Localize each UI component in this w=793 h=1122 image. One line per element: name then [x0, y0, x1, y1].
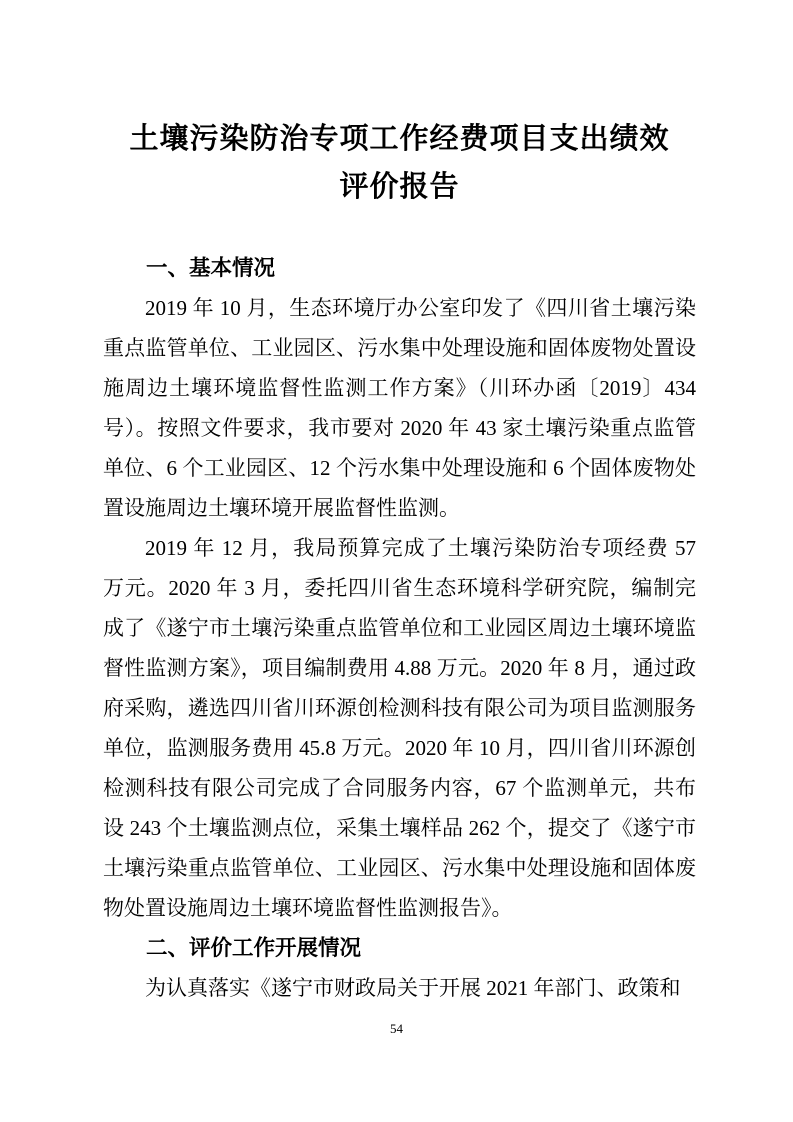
paragraph-basic-situation-2: 2019 年 12 月，我局预算完成了土壤污染防治专项经费 57 万元。2020 年 3 月，委托四川省生态环境科学研究院，编制完成了《遂宁市土壤污染重点监管单位和工业园区周边土壤环境监督性监测方案》，项目编制费用 4.88 万元。2020 年 8 月，通过政府采购，遴选四川省川环源创检测科技有限公司为项目监测服务单位，监测服务费用 45.8 万元。2020 年 10 月，四川省川环源创检测科技有限公司完成了合同服务内容，67 个监测单元，共布设 243 个土壤监测点位，采集土壤样品 262 个，提交了《遂宁市土壤污染重点监管单位、工业园区、污水集中处理设施和固体废物处置设施周边土壤环境监督性监测报告》。	[103, 536, 696, 920]
page-number: 54	[390, 1021, 403, 1036]
title-line-1: 土壤污染防治专项工作经费项目支出绩效	[129, 123, 670, 155]
section-heading-basic-situation: 一、基本情况	[146, 256, 276, 280]
document-title	[103, 115, 696, 211]
paragraph-evaluation-work-1: 为认真落实《遂宁市财政局关于开展 2021 年部门、政策和	[145, 976, 681, 1000]
title-line-2: 评价报告	[339, 171, 460, 203]
section-heading-evaluation-work: 二、评价工作开展情况	[146, 936, 362, 960]
paragraph-basic-situation-1: 2019 年 10 月，生态环境厅办公室印发了《四川省土壤污染重点监管单位、工业园区、污水集中处理设施和固体废物处置设施周边土壤环境监督性监测工作方案》（川环办函〔2019〕434 号）。按照文件要求，我市要对 2020 年 43 家土壤污染重点监管单位、6 个工业园区、12 个污水集中处理设施和 6 个固体废物处置设施周边土壤环境开展监督性监测。	[103, 296, 696, 520]
